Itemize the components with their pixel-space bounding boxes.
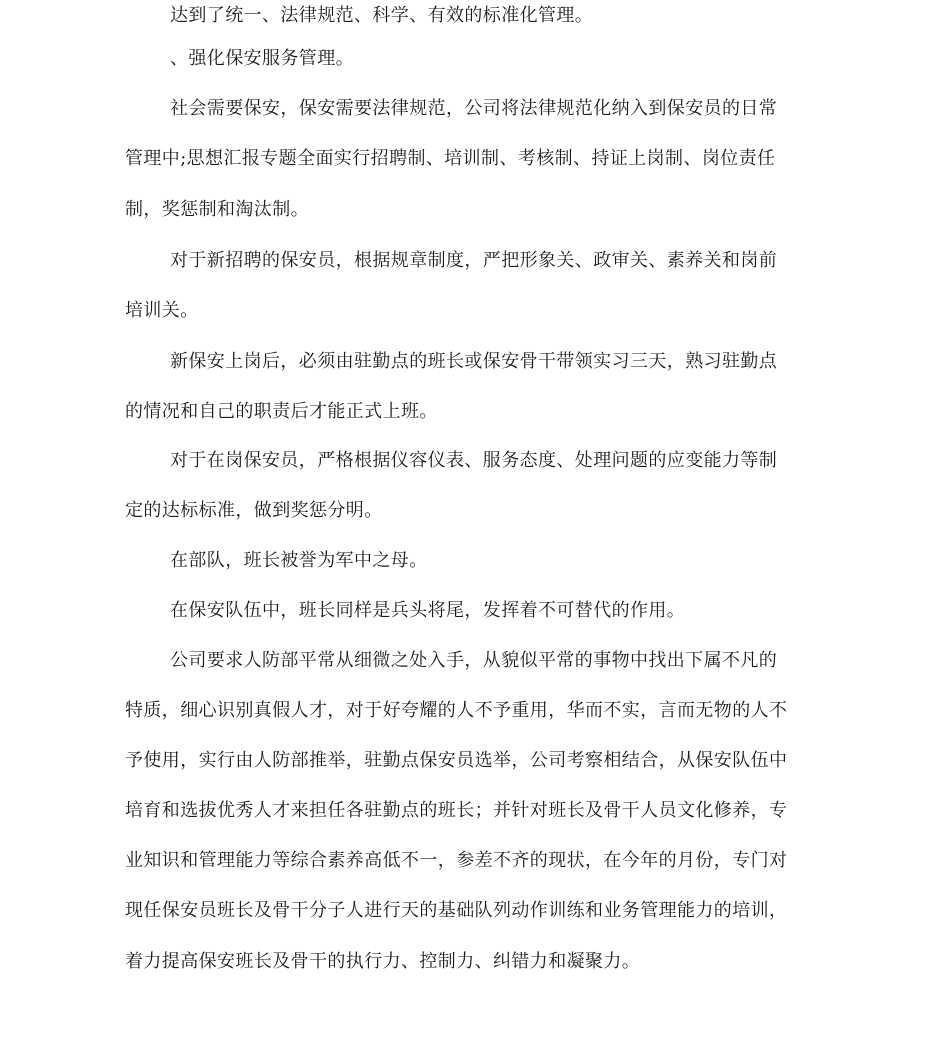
section-heading: 、强化保安服务管理。 [170,48,354,69]
text-line: 公司要求人防部平常从细微之处入手，从貌似平常的事物中找出下属不凡的 [170,650,778,671]
text-line: 对于在岗保安员，严格根据仪容仪表、服务态度、处理问题的应变能力等制 [170,450,778,471]
text-line: 着力提高保安班长及骨干的执行力、控制力、纠错力和凝聚力。 [125,951,641,972]
text-line: 现任保安员班长及骨干分子人进行天的基础队列动作训练和业务管理能力的培训， [125,900,788,921]
text-line: 制，奖惩制和淘汰制。 [125,199,309,220]
text-line: 管理中;思想汇报专题全面实行招聘制、培训制、考核制、持证上岗制、岗位责任 [125,148,776,169]
text-line: 达到了统一、法律规范、科学、有效的标准化管理。 [170,5,594,26]
text-line: 对于新招聘的保安员，根据规章制度，严把形象关、政审关、素养关和岗前 [170,250,778,271]
text-line: 培训关。 [125,300,199,321]
text-line: 予使用，实行由人防部推举，驻勤点保安员选举，公司考察相结合，从保安队伍中 [125,750,788,771]
text-line: 业知识和管理能力等综合素养高低不一，参差不齐的现状，在今年的月份，专门对 [125,850,788,871]
text-line: 在保安队伍中，班长同样是兵头将尾，发挥着不可替代的作用。 [170,600,686,621]
text-line: 定的达标标准，做到奖惩分明。 [125,500,383,521]
text-line: 特质，细心识别真假人才，对于好夸耀的人不予重用，华而不实，言而无物的人不 [125,700,788,721]
text-line: 的情况和自己的职责后才能正式上班。 [125,401,438,422]
text-line: 新保安上岗后，必须由驻勤点的班长或保安骨干带领实习三天，熟习驻勤点 [170,351,778,372]
text-line: 在部队，班长被誉为军中之母。 [170,550,428,571]
text-line: 培育和选拔优秀人才来担任各驻勤点的班长；并针对班长及骨干人员文化修养，专 [125,800,788,821]
text-line: 社会需要保安，保安需要法律规范，公司将法律规范化纳入到保安员的日常 [170,98,778,119]
